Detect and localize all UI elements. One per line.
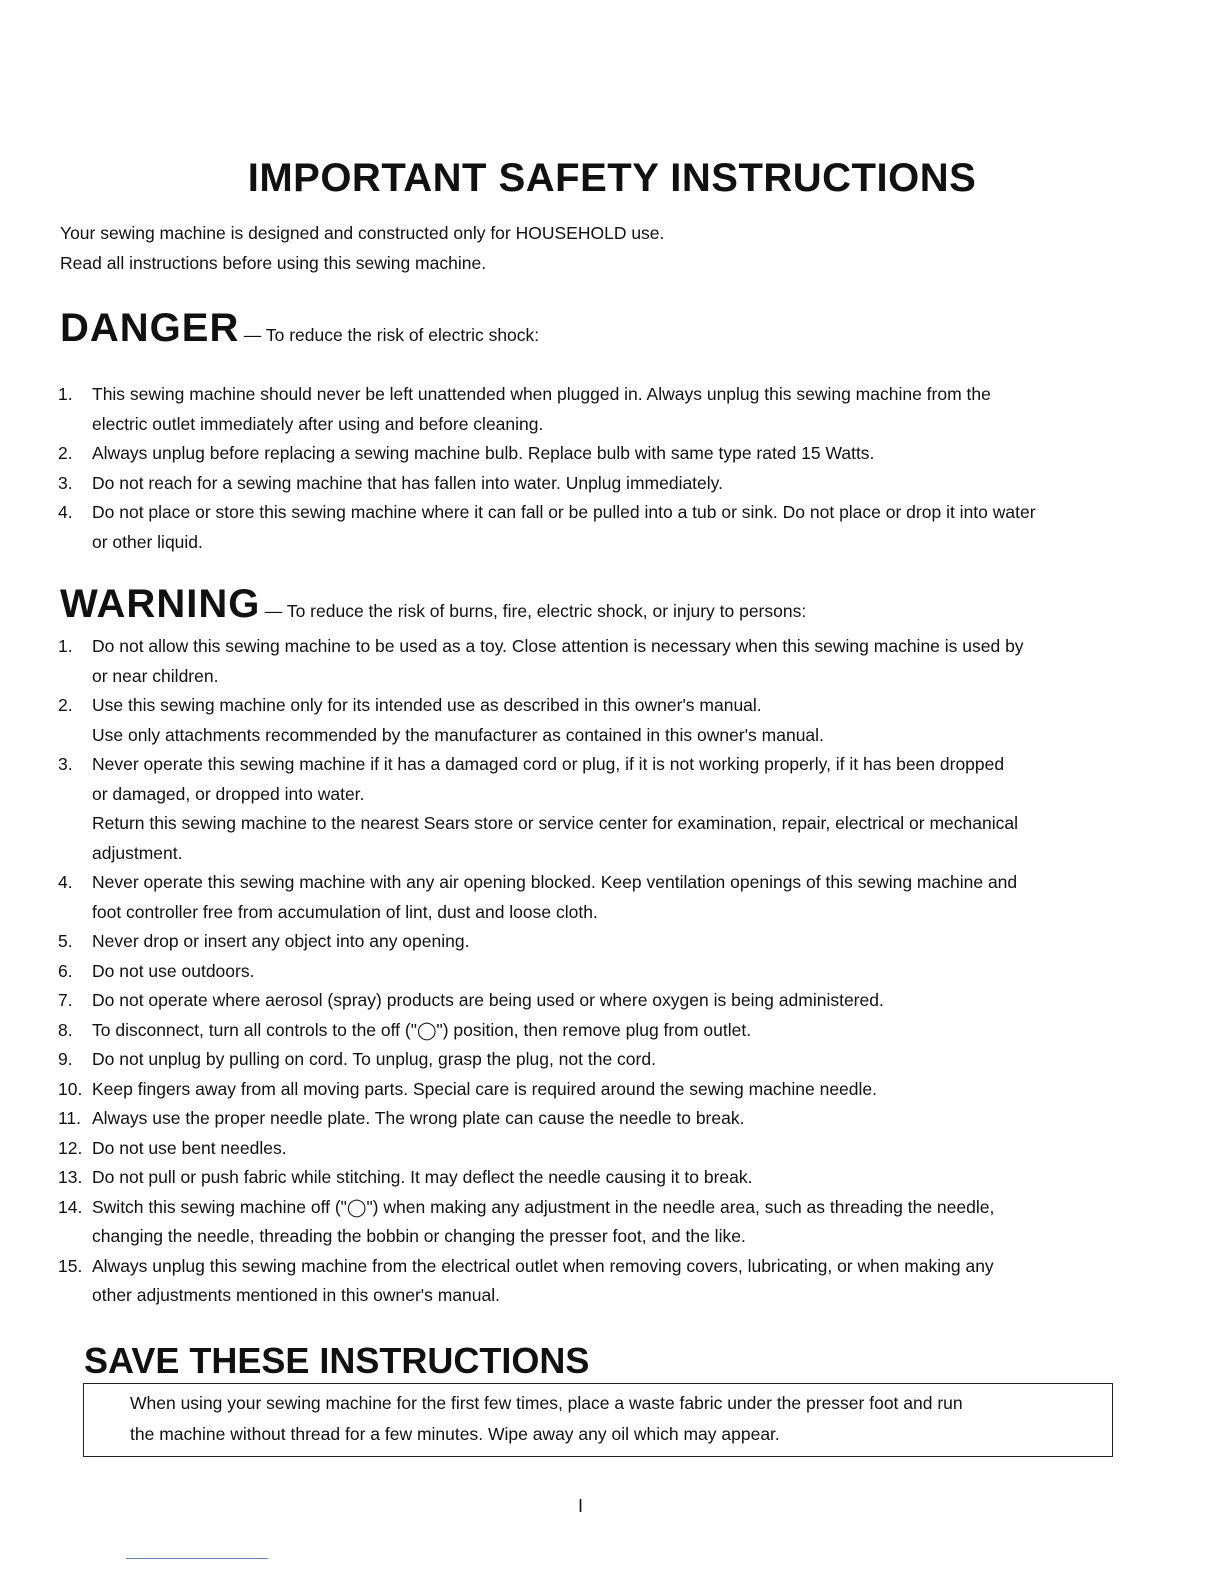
warning-item-number: 5. [58, 931, 73, 951]
warning-item-text: Always use the proper needle plate. The wrong plate can cause the needle to break. [92, 1108, 745, 1128]
warning-item [58, 868, 1148, 927]
danger-heading [60, 306, 539, 351]
danger-item [58, 498, 1148, 557]
warning-item-text: Do not use outdoors. [92, 960, 255, 981]
warning-item-text: adjustment. [92, 842, 183, 863]
danger-list [58, 380, 1148, 557]
danger-item-text: Always unplug before replacing a sewing machine bulb. Replace bulb with same type rated 15 Watts. [92, 443, 875, 463]
warning-item-number: 2. [58, 695, 73, 715]
warning-heading [60, 582, 806, 627]
warning-item [58, 957, 1148, 987]
danger-item-text: This sewing machine should never be left unattended when plugged in. Always unplug this sewing machine from the [92, 384, 991, 404]
warning-item-number: 1. [58, 636, 73, 656]
warning-item-number: 8. [58, 1019, 73, 1040]
warning-item-number: 6. [58, 960, 73, 981]
warning-item-number: 4. [58, 872, 73, 892]
warning-subtitle: — To reduce the risk of burns, fire, electric shock, or injury to persons: [264, 601, 807, 621]
warning-item [58, 927, 1148, 957]
warning-item-text: or damaged, or dropped into water. [92, 783, 365, 804]
warning-item-number: 10. [58, 1078, 83, 1099]
warning-item [58, 1016, 1148, 1046]
danger-label: DANGER [60, 306, 240, 350]
save-note-box [83, 1383, 1113, 1457]
danger-item-text: Do not place or store this sewing machine where it can fall or be pulled into a tub or sink. Do not place or drop it into water [92, 502, 1036, 522]
save-heading: SAVE THESE INSTRUCTIONS [84, 1340, 590, 1381]
warning-label: WARNING [60, 582, 261, 626]
danger-item-number: 3. [58, 472, 73, 493]
danger-item-number: 4. [58, 502, 73, 522]
warning-item-number: 15. [58, 1255, 83, 1276]
footer-rule [126, 1558, 268, 1559]
warning-item-text: or near children. [92, 665, 219, 686]
save-note-line: When using your sewing machine for the first few times, place a waste fabric under the presser foot and run [130, 1393, 963, 1413]
warning-item-text: Return this sewing machine to the nearest Sears store or service center for examination, repair, electrical or mechanical [92, 813, 1018, 833]
danger-item-text: electric outlet immediately after using and before cleaning. [92, 413, 544, 434]
warning-item-text: other adjustments mentioned in this owner's manual. [92, 1285, 501, 1305]
warning-item [58, 1075, 1148, 1105]
warning-item [58, 986, 1148, 1016]
intro-line: Your sewing machine is designed and constructed only for HOUSEHOLD use. [60, 223, 665, 243]
warning-item-text: To disconnect, turn all controls to the off ("◯") position, then remove plug from outlet. [92, 1019, 752, 1040]
danger-item-text: Do not reach for a sewing machine that has fallen into water. Unplug immediately. [92, 472, 723, 493]
warning-item-text: Keep fingers away from all moving parts. Special care is required around the sewing machine needle. [92, 1078, 878, 1099]
danger-item-text: or other liquid. [92, 531, 203, 552]
warning-item-text: Do not use bent needles. [92, 1137, 287, 1158]
warning-item-text: Switch this sewing machine off ("◯") when making any adjustment in the needle area, such as threading the needle, [92, 1196, 995, 1217]
warning-item-number: 14. [58, 1196, 83, 1217]
warning-item-text: Do not allow this sewing machine to be used as a toy. Close attention is necessary when this sewing machine is used by [92, 636, 1024, 656]
warning-item [58, 1252, 1148, 1311]
warning-item-text: foot controller free from accumulation of lint, dust and loose cloth. [92, 901, 598, 922]
warning-list [58, 632, 1148, 1311]
warning-item-text: Never operate this sewing machine with any air opening blocked. Keep ventilation openings of this sewing machine and [92, 872, 1018, 892]
warning-item-text: Use only attachments recommended by the manufacturer as contained in this owner's manual. [92, 724, 824, 745]
page-number: I [578, 1496, 584, 1516]
danger-item [58, 469, 1148, 499]
warning-item-number: 9. [58, 1049, 73, 1069]
danger-item [58, 439, 1148, 469]
warning-item-text: Always unplug this sewing machine from the electrical outlet when removing covers, lubricating, or when making any [92, 1255, 994, 1276]
danger-item-number: 1. [58, 384, 73, 404]
warning-item-number: 3. [58, 754, 73, 774]
warning-item-text: changing the needle, threading the bobbin or changing the presser foot, and the like. [92, 1226, 746, 1246]
page-title: IMPORTANT SAFETY INSTRUCTIONS [247, 156, 977, 200]
warning-item-text: Never operate this sewing machine if it has a damaged cord or plug, if it is not working properly, if it has been dropped [92, 754, 1005, 774]
danger-item-number: 2. [58, 443, 73, 463]
warning-item-number: 11. [58, 1108, 82, 1128]
warning-item-text: Do not pull or push fabric while stitching. It may deflect the needle causing it to break. [92, 1167, 753, 1187]
warning-item-number: 12. [58, 1137, 83, 1158]
warning-item [58, 1193, 1148, 1252]
warning-item [58, 1045, 1148, 1075]
warning-item [58, 1134, 1148, 1164]
warning-item-text: Use this sewing machine only for its intended use as described in this owner's manual. [92, 695, 762, 715]
danger-item [58, 380, 1148, 439]
warning-item [58, 632, 1148, 691]
warning-item-number: 7. [58, 990, 73, 1010]
warning-item [58, 1104, 1148, 1134]
intro-text [60, 218, 664, 278]
intro-line: Read all instructions before using this sewing machine. [60, 253, 487, 273]
warning-item [58, 750, 1148, 868]
warning-item-text: Never drop or insert any object into any opening. [92, 931, 470, 951]
save-note-line: the machine without thread for a few minutes. Wipe away any oil which may appear. [130, 1424, 780, 1444]
danger-subtitle: — To reduce the risk of electric shock: [243, 325, 540, 345]
warning-item [58, 691, 1148, 750]
warning-item-text: Do not unplug by pulling on cord. To unplug, grasp the plug, not the cord. [92, 1049, 656, 1069]
warning-item [58, 1163, 1148, 1193]
warning-item-text: Do not operate where aerosol (spray) products are being used or where oxygen is being administered. [92, 990, 884, 1010]
warning-item-number: 13. [58, 1167, 83, 1187]
